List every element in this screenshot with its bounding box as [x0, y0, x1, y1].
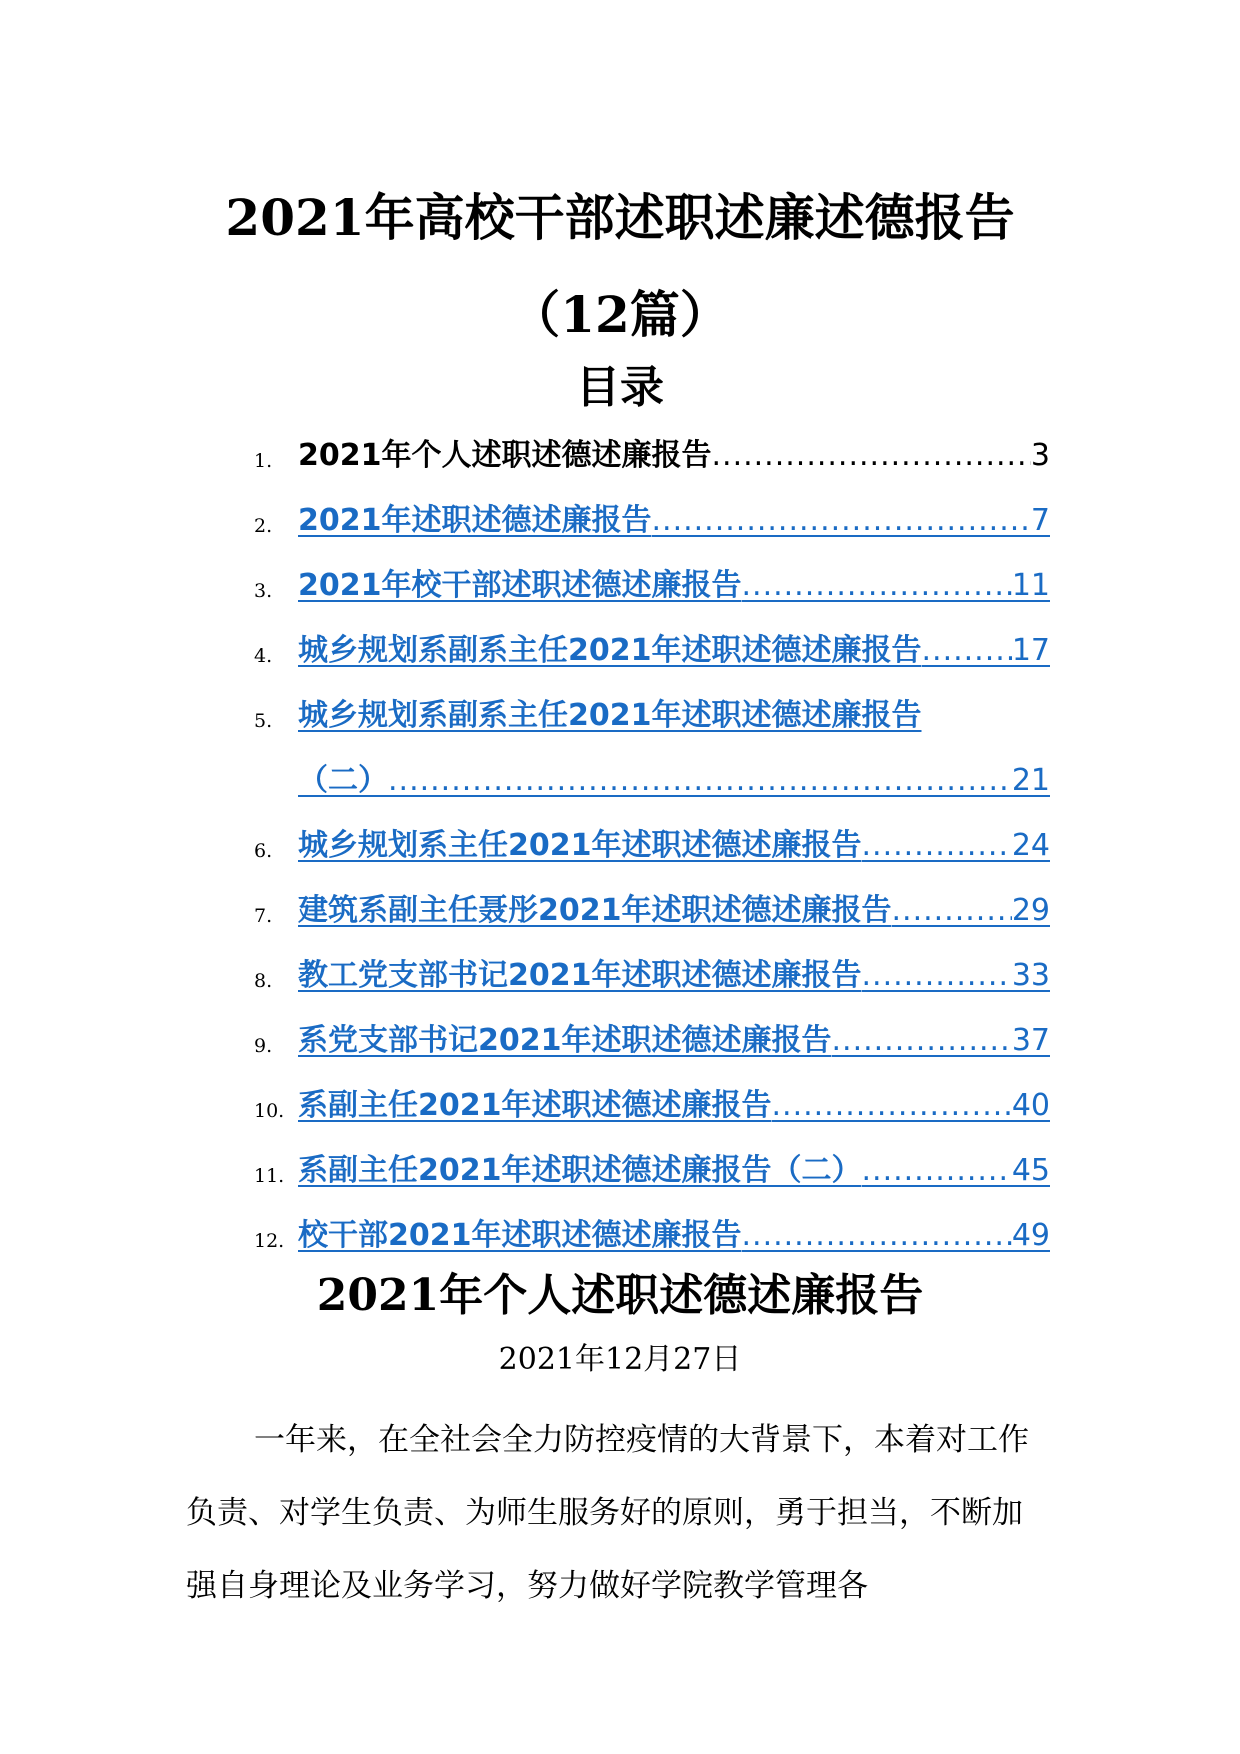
toc-entry-2	[0, 493, 1240, 558]
toc-entry-title-continued: （二）	[298, 763, 388, 798]
toc-entry-title: 城乡规划系副系主任2021年述职述德述廉报告	[298, 698, 922, 733]
toc-entry-page: 3	[1030, 438, 1050, 473]
toc-leader-dots	[862, 956, 1012, 996]
toc-leader-dots	[772, 1086, 1012, 1126]
toc-leader-dots	[862, 826, 1012, 866]
toc-entry-link[interactable]	[298, 436, 1050, 476]
toc-entry-page: 7	[1030, 503, 1050, 538]
toc-entry-number: 10.	[254, 1100, 285, 1122]
toc-entry-page: 11	[1011, 568, 1050, 603]
toc-entry-page: 17	[1011, 633, 1050, 668]
toc-entry-number: 6.	[254, 840, 273, 862]
toc-entry-8	[0, 948, 1240, 1013]
toc-entry-10	[0, 1078, 1240, 1143]
toc-entry-number: 7.	[254, 905, 273, 927]
toc-leader-dots	[742, 1216, 1012, 1256]
document-title-line-1: 2021年高校干部述职述廉述德报告	[225, 188, 1015, 247]
toc-entry-title: 城乡规划系主任2021年述职述德述廉报告	[298, 828, 862, 863]
toc-entry-page: 29	[1011, 893, 1050, 928]
toc-entry-link[interactable]	[298, 826, 1050, 866]
toc-entry-link[interactable]	[298, 891, 1050, 931]
toc-leader-dots	[388, 761, 1012, 801]
toc-entry-number: 1.	[254, 450, 273, 472]
toc-entry-page: 49	[1011, 1218, 1050, 1253]
document-title-line-2: （12篇）	[510, 285, 730, 344]
toc-heading: 目录	[576, 362, 664, 413]
toc-entry-link[interactable]	[298, 1086, 1050, 1126]
toc-entry-page: 24	[1011, 828, 1050, 863]
toc-entry-number: 12.	[254, 1230, 285, 1252]
toc-entry-number: 2.	[254, 515, 273, 537]
toc-entry-link[interactable]	[298, 956, 1050, 996]
toc-entry-number: 8.	[254, 970, 273, 992]
report-date: 2021年12月27日	[498, 1342, 742, 1377]
toc-entry-title: 系党支部书记2021年述职述德述廉报告	[298, 1023, 832, 1058]
toc-entry-number: 9.	[254, 1035, 273, 1057]
toc-entry-link[interactable]	[298, 696, 1050, 736]
toc-entry-number: 11.	[254, 1165, 285, 1187]
toc-entry-1	[0, 428, 1240, 493]
toc-entry-link[interactable]	[298, 566, 1050, 606]
table-of-contents	[0, 428, 1240, 1273]
toc-entry-7	[0, 883, 1240, 948]
toc-entry-title: 建筑系副主任聂彤2021年述职述德述廉报告	[298, 893, 892, 928]
toc-entry-3	[0, 558, 1240, 623]
toc-entry-title: 城乡规划系副系主任2021年述职述德述廉报告	[298, 633, 922, 668]
toc-entry-title: 2021年个人述职述德述廉报告	[298, 438, 712, 473]
toc-entry-link[interactable]	[298, 631, 1050, 671]
toc-entry-4	[0, 623, 1240, 688]
toc-leader-dots	[832, 1021, 1012, 1061]
toc-leader-dots	[652, 501, 1031, 541]
toc-entry-title: 2021年述职述德述廉报告	[298, 503, 652, 538]
section-heading: 2021年个人述职述德述廉报告	[316, 1270, 924, 1321]
toc-entry-link[interactable]	[298, 1021, 1050, 1061]
toc-entry-page: 45	[1011, 1153, 1050, 1188]
toc-leader-dots	[862, 1151, 1012, 1191]
toc-entry-title: 2021年校干部述职述德述廉报告	[298, 568, 742, 603]
body-paragraph: 一年来，在全社会全力防控疫情的大背景下，本着对工作负责、对学生负责、为师生服务好的原则，勇于担当，不断加强自身理论及业务学习，努力做好学院教学管理各	[186, 1422, 1029, 1604]
toc-entry-6	[0, 818, 1240, 883]
toc-entry-12	[0, 1208, 1240, 1273]
toc-entry-title: 教工党支部书记2021年述职述德述廉报告	[298, 958, 862, 993]
toc-leader-dots	[892, 891, 1012, 931]
toc-entry-page: 21	[1011, 763, 1050, 798]
toc-entry-title: 系副主任2021年述职述德述廉报告	[298, 1088, 772, 1123]
toc-entry-number: 5.	[254, 710, 273, 732]
toc-leader-dots	[742, 566, 1012, 606]
toc-leader-dots	[922, 631, 1012, 671]
toc-entry-number: 3.	[254, 580, 273, 602]
toc-entry-5	[0, 688, 1240, 818]
toc-entry-page: 40	[1011, 1088, 1050, 1123]
toc-entry-9	[0, 1013, 1240, 1078]
toc-entry-link[interactable]	[298, 501, 1050, 541]
toc-entry-link[interactable]	[298, 1151, 1050, 1191]
toc-entry-title: 校干部2021年述职述德述廉报告	[298, 1218, 742, 1253]
toc-leader-dots	[712, 436, 1031, 476]
toc-entry-number: 4.	[254, 645, 273, 667]
toc-entry-11	[0, 1143, 1240, 1208]
toc-entry-title: 系副主任2021年述职述德述廉报告（二）	[298, 1153, 862, 1188]
toc-entry-link[interactable]	[298, 1216, 1050, 1256]
toc-entry-page: 37	[1011, 1023, 1050, 1058]
toc-entry-link-continued[interactable]	[298, 761, 1050, 801]
toc-entry-page: 33	[1011, 958, 1050, 993]
